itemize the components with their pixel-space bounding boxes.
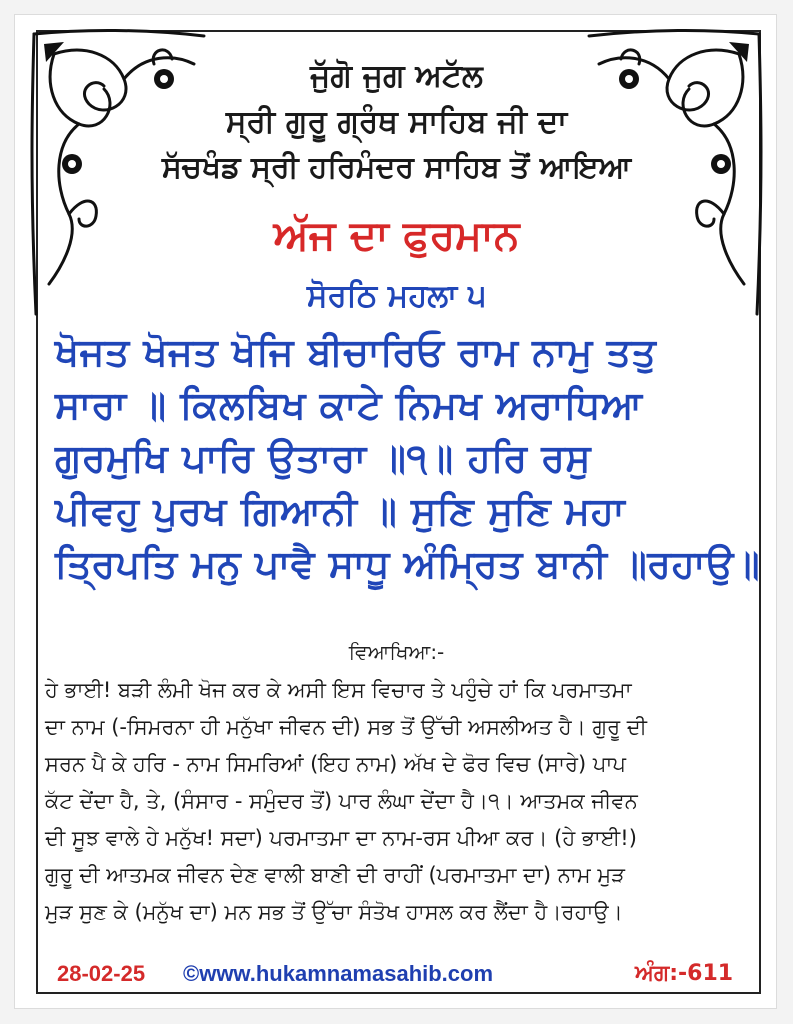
header-line-3: ਸੱਚਖੰਡ ਸ੍ਰੀ ਹਰਿਮੰਦਰ ਸਾਹਿਬ ਤੋਂ ਆਇਆ: [161, 150, 632, 185]
verse-line: ਤ੍ਰਿਪਤਿ ਮਨੁ ਪਾਵੈ ਸਾਧੂ ਅੰਮ੍ਰਿਤ ਬਾਨੀ ॥ਰਹਾਉ॥: [55, 542, 761, 586]
explanation-line: ਕੱਟ ਦੇਂਦਾ ਹੈ, ਤੇ, (ਸੰਸਾਰ - ਸਮੁੰਦਰ ਤੋਂ) ਪਾਰ ਲੰਘਾ ਦੇਂਦਾ ਹੈ।੧। ਆਤਮਕ ਜੀਵਨ: [45, 789, 638, 813]
verse-line: ਖੋਜਤ ਖੋਜਤ ਖੋਜਿ ਬੀਚਾਰਿਓ ਰਾਮ ਨਾਮੁ ਤਤੁ: [55, 330, 657, 374]
explanation-line: ਹੇ ਭਾਈ! ਬੜੀ ਲੰਮੀ ਖੋਜ ਕਰ ਕੇ ਅਸੀ ਇਸ ਵਿਚਾਰ ਤੇ ਪਹੁੰਚੇ ਹਾਂ ਕਿ ਪਰਮਾਤਮਾ: [45, 678, 632, 702]
explanation-line: ਸਰਨ ਪੈ ਕੇ ਹਰਿ - ਨਾਮ ਸਿਮਰਿਆਂ (ਇਹ ਨਾਮ) ਅੱਖ ਦੇ ਫੋਰ ਵਿਚ (ਸਾਰੇ) ਪਾਪ: [45, 752, 626, 776]
footer-website-link[interactable]: ©www.hukamnamasahib.com: [183, 961, 494, 986]
header-line-1: ਜੁੱਗੋ ਜੁਗ ਅਟੱਲ: [310, 58, 483, 94]
verse-line: ਗੁਰਮੁਖਿ ਪਾਰਿ ਉਤਾਰਾ ॥੧॥ ਹਰਿ ਰਸੁ: [55, 436, 592, 480]
explanation-line: ਦਾ ਨਾਮ (-ਸਿਮਰਨਾ ਹੀ ਮਨੁੱਖਾ ਜੀਵਨ ਦੀ) ਸਭ ਤੋਂ ਉੱਚੀ ਅਸਲੀਅਤ ਹੈ। ਗੁਰੂ ਦੀ: [45, 715, 647, 739]
explanation-line: ਮੁੜ ਸੁਣ ਕੇ (ਮਨੁੱਖ ਦਾ) ਮਨ ਸਭ ਤੋਂ ਉੱਚਾ ਸੰਤੋਖ ਹਾਸਲ ਕਰ ਲੈਂਦਾ ਹੈ।ਰਹਾਉ।: [45, 900, 623, 924]
footer-ang-number: ਅੰਗ:-611: [635, 961, 734, 986]
raag-subtitle: ਸੋਰਠਿ ਮਹਲਾ ੫: [306, 278, 487, 314]
page-title: ਅੱਜ ਦਾ ਫੁਰਮਾਨ: [273, 211, 520, 259]
explanation-line: ਦੀ ਸੂਝ ਵਾਲੇ ਹੇ ਮਨੁੱਖ! ਸਦਾ) ਪਰਮਾਤਮਾ ਦਾ ਨਾਮ-ਰਸ ਪੀਆ ਕਰ। (ਹੇ ਭਾਈ!): [45, 826, 637, 850]
explanation-line: ਗੁਰੂ ਦੀ ਆਤਮਕ ਜੀਵਨ ਦੇਣ ਵਾਲੀ ਬਾਣੀ ਦੀ ਰਾਹੀਂ (ਪਰਮਾਤਮਾ ਦਾ) ਨਾਮ ਮੁੜ: [45, 863, 625, 887]
verse-line: ਸਾਰਾ ॥ ਕਿਲਬਿਖ ਕਾਟੇ ਨਿਮਖ ਅਰਾਧਿਆ: [55, 383, 643, 427]
verse-line: ਪੀਵਹੁ ਪੁਰਖ ਗਿਆਨੀ ॥ ਸੁਣਿ ਸੁਣਿ ਮਹਾ: [55, 489, 626, 533]
explanation-label: ਵਿਆਖਿਆ:-: [348, 640, 445, 664]
header-line-2: ਸ੍ਰੀ ਗੁਰੂ ਗ੍ਰੰਥ ਸਾਹਿਬ ਜੀ ਦਾ: [225, 104, 568, 140]
footer: [45, 961, 745, 991]
footer-date: 28-02-25: [57, 961, 146, 986]
